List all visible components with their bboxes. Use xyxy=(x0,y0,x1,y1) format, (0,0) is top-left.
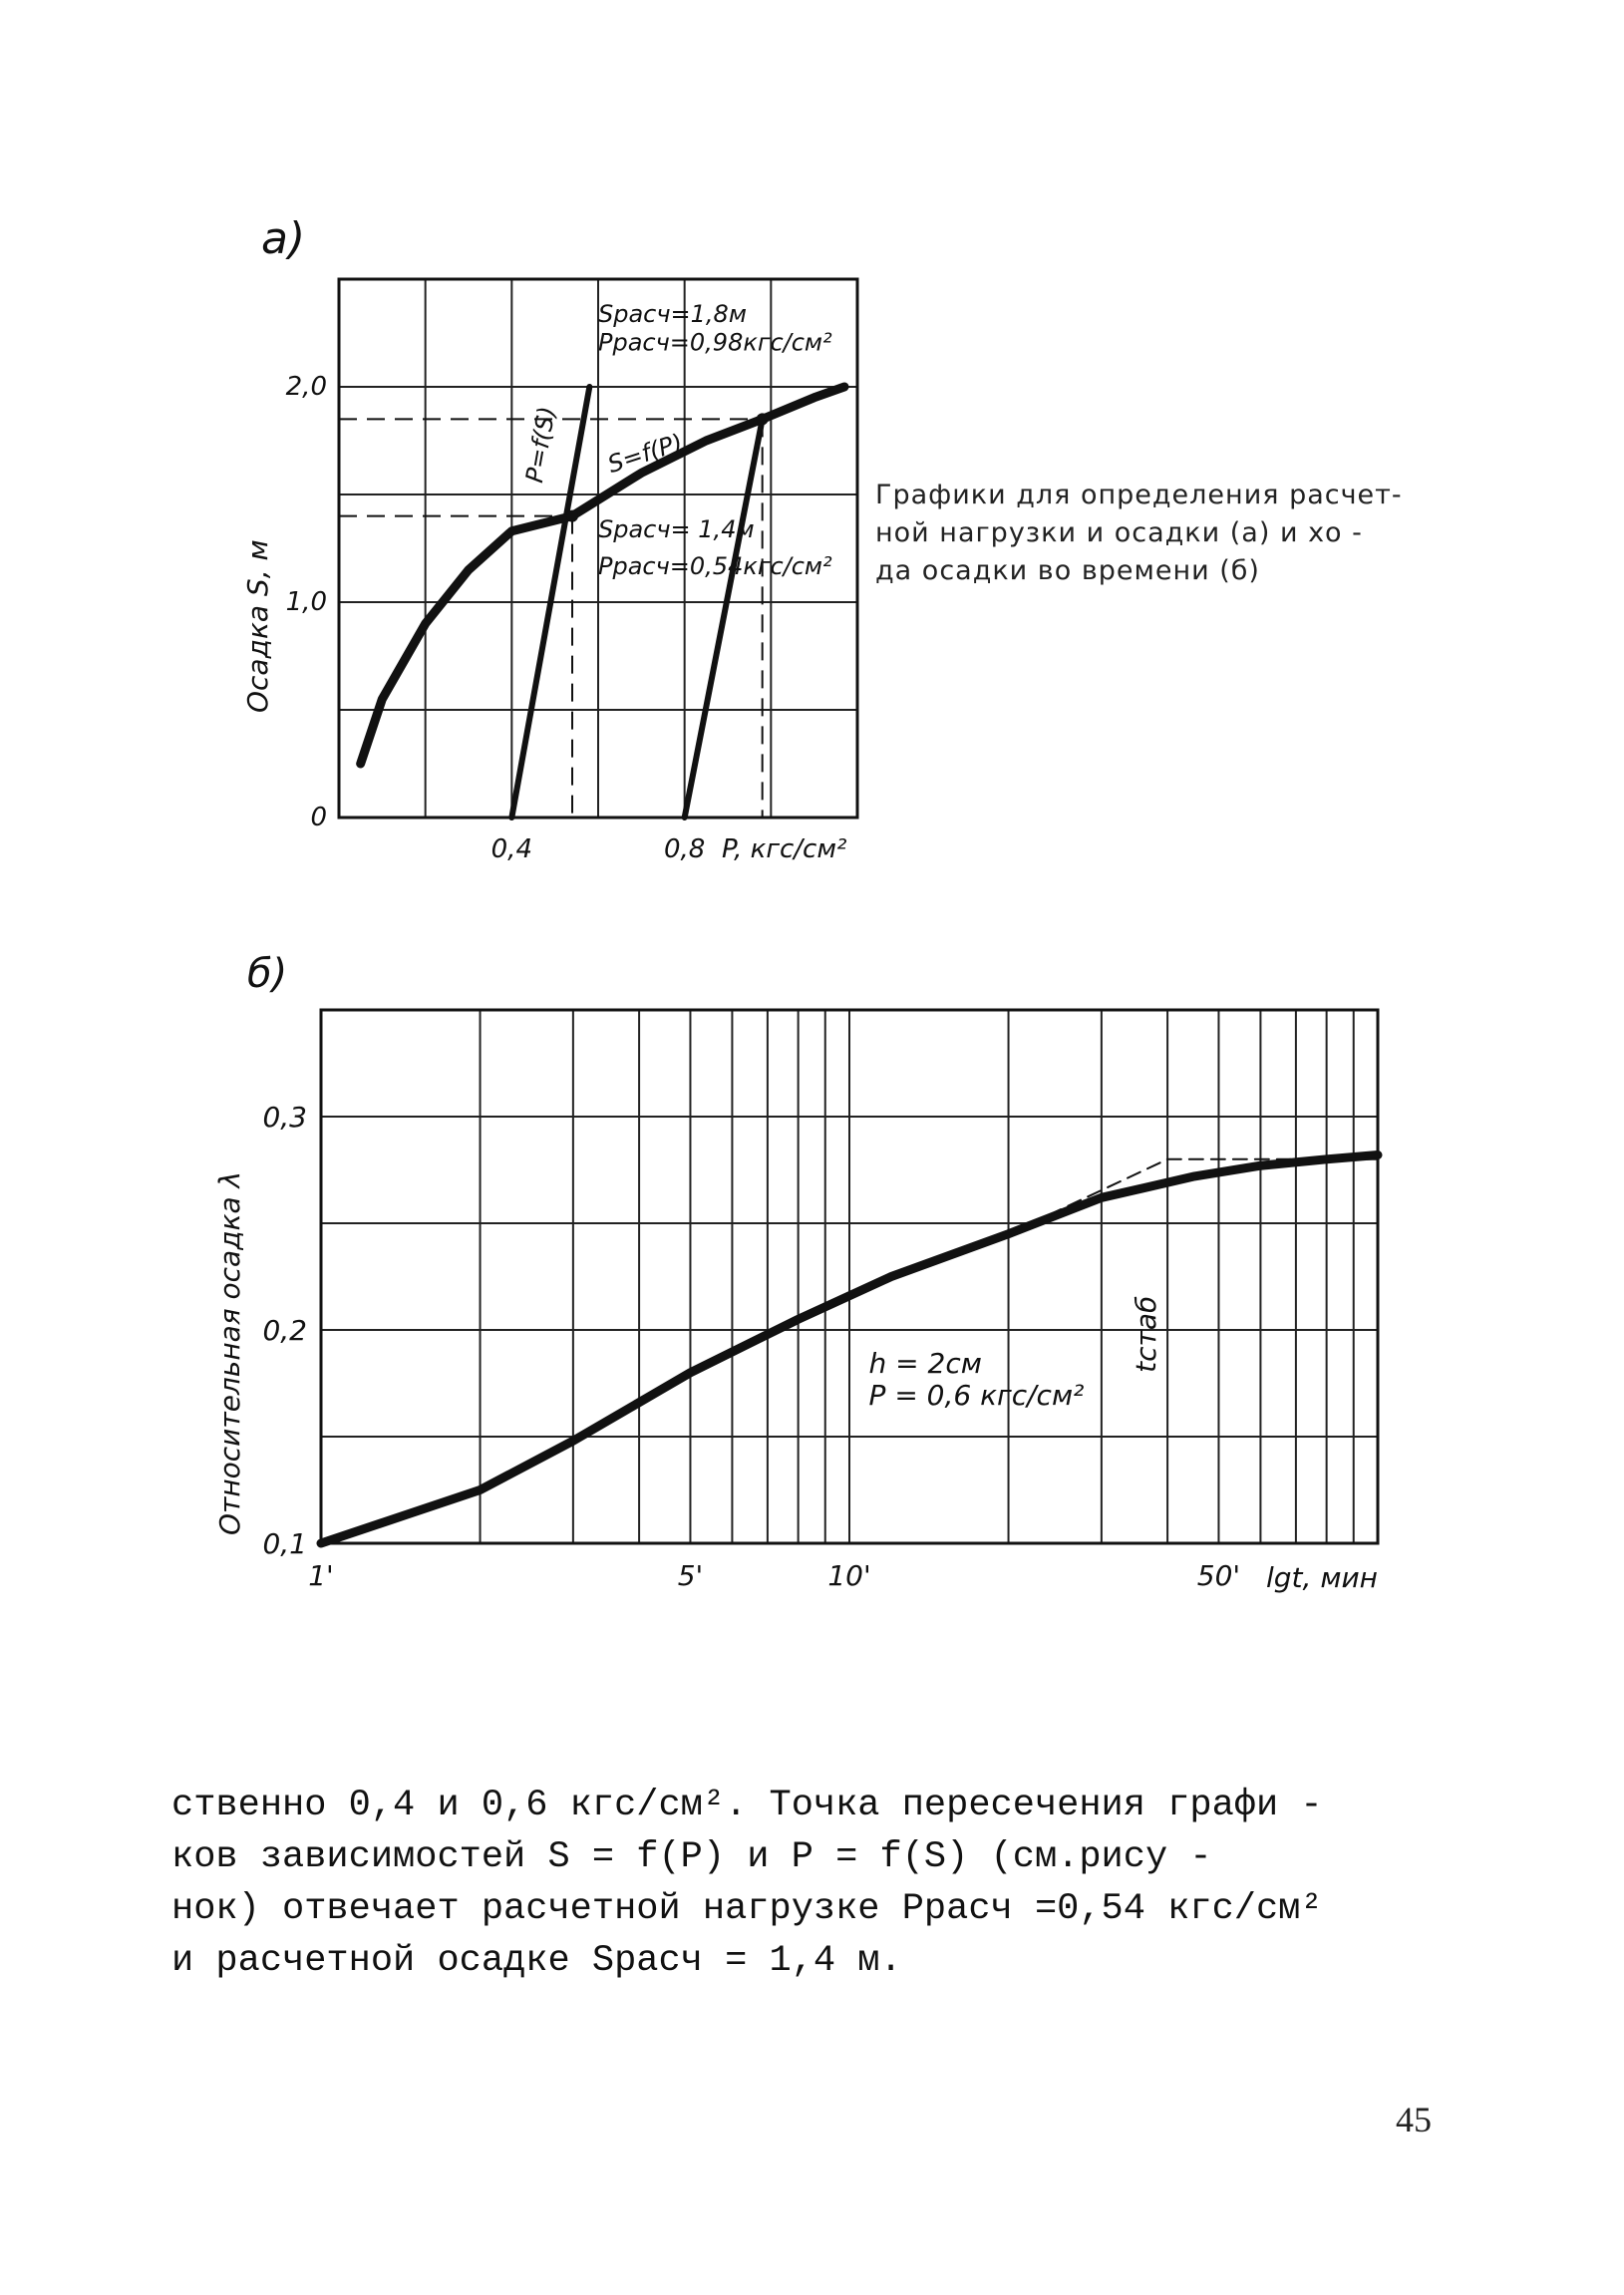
chart-b-x-tick-label: 10' xyxy=(827,1559,871,1592)
chart-b-y-tick-label: 0,2 xyxy=(262,1314,307,1347)
chart-a-ylabel: Осадка S, м xyxy=(241,539,274,713)
chart-b-x-tick-label: 50' xyxy=(1196,1559,1241,1592)
chart-b-annotation-1: h = 2см xyxy=(868,1346,982,1380)
chart-a-intersection-point-1 xyxy=(566,510,578,522)
body-line: ственно 0,4 и 0,6 кгс/см². Точка пересечения графи - xyxy=(171,1785,1323,1826)
chart-a-x-tick-label: 0,4 xyxy=(490,834,533,864)
chart-a-annotation-1: Sрасч=1,8м xyxy=(598,300,747,329)
chart-a-annotation-2: Ррасч=0,98кгс/см² xyxy=(598,328,832,357)
chart-b-panel-label: б) xyxy=(247,951,288,997)
chart-a-x-tick-label: 0,8 xyxy=(663,834,706,864)
chart-a-annotation-3: S=f(P) xyxy=(604,428,687,480)
chart-a-grid xyxy=(339,279,857,818)
chart-a-y-tick-label: 2,0 xyxy=(285,372,327,402)
chart-a-annotation-4: P=f(S) xyxy=(520,404,561,486)
chart-b-annotations xyxy=(869,1296,1163,1412)
chart-b xyxy=(213,951,1378,1594)
body-paragraph xyxy=(171,1780,1467,1987)
page-number: 45 xyxy=(1396,2100,1432,2139)
chart-a-annotations xyxy=(520,300,832,580)
chart-a-xlabel: P, кгс/см² xyxy=(722,834,847,864)
chart-b-y-tick-label: 0,1 xyxy=(262,1527,307,1560)
chart-a-reference-lines xyxy=(339,413,769,818)
chart-b-y-tick-label: 0,3 xyxy=(262,1101,307,1134)
chart-a-annotation-5: Sрасч= 1,4м xyxy=(598,515,755,544)
body-line: и расчетной осадке Sрасч = 1,4 м. xyxy=(171,1940,902,1982)
figure-caption xyxy=(875,477,1473,590)
caption-line: да осадки во времени (б) xyxy=(875,555,1260,586)
chart-a-intersection-point-2 xyxy=(757,413,769,425)
chart-b-annotation-2: P = 0,6 кгс/см² xyxy=(868,1378,1085,1412)
chart-a-series-line-3 xyxy=(685,419,763,818)
body-line: ков зависимостей S = f(P) и P = f(S) (см.рису - xyxy=(171,1836,1212,1878)
body-line: нок) отвечает расчетной нагрузке Pрасч =0,54 кгс/см² xyxy=(171,1888,1323,1930)
chart-b-x-tick-label: 1' xyxy=(308,1559,334,1592)
chart-a xyxy=(241,213,857,864)
chart-b-grid xyxy=(321,1010,1378,1543)
chart-a-y-tick-label: 1,0 xyxy=(285,587,327,617)
chart-a-panel-label: а) xyxy=(261,213,306,264)
chart-b-annotation-3: tстаб xyxy=(1130,1295,1163,1373)
chart-b-xlabel: lgt, мин xyxy=(1266,1561,1378,1594)
caption-line: ной нагрузки и осадки (а) и хо - xyxy=(875,517,1363,548)
chart-b-ylabel: Относительная осадка λ xyxy=(213,1170,246,1535)
chart-a-annotation-6: Ррасч=0,54кгс/см² xyxy=(598,551,832,580)
chart-b-x-tick-label: 5' xyxy=(677,1559,704,1592)
caption-line: Графики для определения расчет- xyxy=(875,480,1403,510)
chart-a-y-tick-label: 0 xyxy=(310,803,327,832)
